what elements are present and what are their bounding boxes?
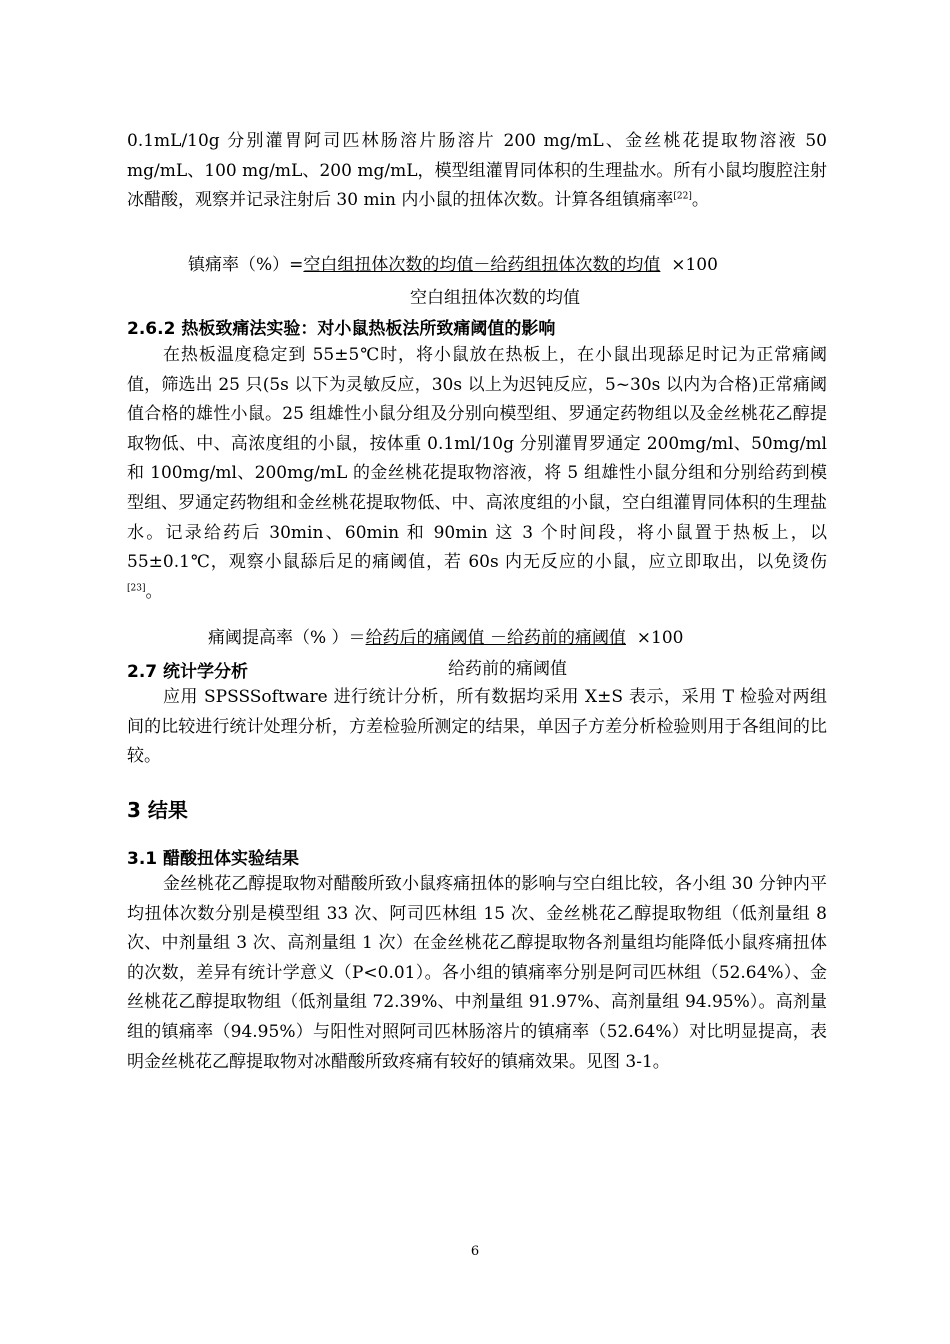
- paragraph-hot-plate-text: 在热板温度稳定到 55±5℃时，将小鼠放在热板上，在小鼠出现舔足时记为正常痛阈值，筛选出 25 只(5s 以下为灵敏反应，30s 以上为迟钝反应，5~30s 以内为合格)正常痛阈值合格的雄性小鼠。25 组雄性小鼠分组及分别向模型组、罗通定药物组以及金丝桃花乙醇提取物低、中、高浓度组的小鼠，按体重 0.1ml/10g 分别灌胃罗通定 200mg/ml、50mg/ml 和 100mg/ml、200mg/mL 的金丝桃花提取物溶液，将 5 组雄性小鼠分组和分别给药到模型组、罗通定药物组和金丝桃花提取物低、中、高浓度组的小鼠，空白组灌胃同体积的生理盐水。记录给药后 30min、60min 和 90min 这 3 个时间段，将小鼠置于热板上，以 55±0.1℃，观察小鼠舔后足的痛阈值，若 60s 内无反应的小鼠，应立即取出，以免烫伤: [127, 345, 827, 573]
- section-heading-3: 3 结果: [127, 798, 188, 822]
- paragraph-hot-plate-end: 。: [145, 581, 163, 602]
- paragraph-dosing: [127, 127, 827, 216]
- formula-analgesic-rate: [188, 250, 718, 275]
- paragraph-dosing-end: 。: [691, 190, 709, 211]
- page-number: 6: [470, 1244, 480, 1259]
- formula-threshold-rate-label: 痛阈提高率（% ）＝: [208, 628, 366, 648]
- formula-analgesic-rate-denominator: 空白组扭体次数的均值: [410, 288, 580, 308]
- formula-threshold-rate-numerator: 给药后的痛阈值 －给药前的痛阈值: [365, 628, 626, 648]
- formula-analgesic-rate-numerator: 空白组扭体次数的均值－给药组扭体次数的均值: [303, 255, 661, 275]
- section-heading-2-6-2: 2.6.2 热板致痛法实验：对小鼠热板法所致痛阈值的影响: [127, 319, 556, 339]
- paragraph-statistics: 应用 SPSSSoftware 进行统计分析，所有数据均采用 X±S 表示，采用 T 检验对两组间的比较进行统计处理分析，方差检验所测定的结果，单因子方差分析检验则用于各组间的比较。: [127, 687, 827, 767]
- formula-threshold-rate-factor: ×100: [636, 628, 684, 648]
- citation-22: [22]: [673, 191, 692, 202]
- citation-23: [23]: [127, 583, 146, 594]
- paragraph-dosing-text: 0.1mL/10g 分别灌胃阿司匹林肠溶片肠溶片 200 mg/mL、金丝桃花提取物溶液 50 mg/mL、100 mg/mL、200 mg/mL，模型组灌胃同体积的生理盐水。所有小鼠均腹腔注射冰醋酸，观察并记录注射后 30 min 内小鼠的扭体次数。计算各组镇痛率: [127, 131, 827, 211]
- section-heading-2-7: 2.7 统计学分析: [127, 662, 249, 682]
- paragraph-hot-plate: [127, 341, 827, 607]
- section-heading-3-1: 3.1 醋酸扭体实验结果: [127, 849, 300, 869]
- formula-threshold-rate-denominator: 给药前的痛阈值: [448, 659, 567, 679]
- formula-threshold-rate: [208, 623, 683, 648]
- paragraph-writhing-results: 金丝桃花乙醇提取物对醋酸所致小鼠疼痛扭体的影响与空白组比较，各小组 30 分钟内平均扭体次数分别是模型组 33 次、阿司匹林组 15 次、金丝桃花乙醇提取物组（低剂量组 8 次、中剂量组 3 次、高剂量组 1 次）在金丝桃花乙醇提取物各剂量组均能降低小鼠疼痛扭体的次数，差异有统计学意义（P<0.01）。各小组的镇痛率分别是阿司匹林组（52.64%）、金丝桃花乙醇提取物组（低剂量组 72.39%、中剂量组 91.97%、高剂量组 94.95%）。高剂量组的镇痛率（94.95%）与阳性对照阿司匹林肠溶片的镇痛率（52.64%）对比明显提高，表明金丝桃花乙醇提取物对冰醋酸所致疼痛有较好的镇痛效果。见图 3-1。: [127, 874, 827, 1072]
- formula-analgesic-rate-factor: ×100: [671, 255, 718, 275]
- formula-analgesic-rate-label: 镇痛率（%）=: [188, 255, 304, 275]
